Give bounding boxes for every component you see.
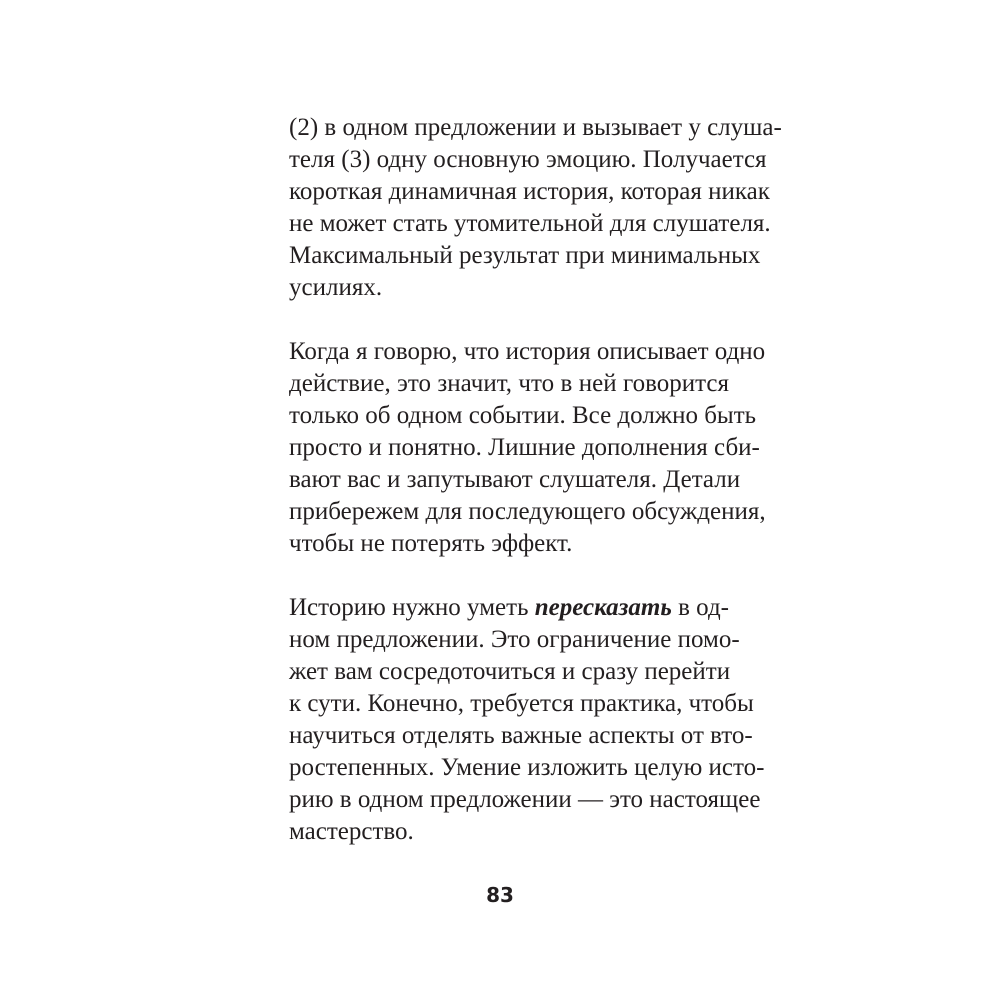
text-line: жет вам сосредоточиться и сразу перейти bbox=[289, 658, 731, 685]
text-line: научиться отделять важные аспекты от вто- bbox=[289, 722, 753, 749]
text-line: только об одном событии. Все должно быть bbox=[289, 402, 757, 429]
text-line: теля (3) одну основную эмоцию. Получается bbox=[289, 146, 767, 173]
text-run: в од- bbox=[671, 594, 729, 621]
text-line: короткая динамичная история, которая никак bbox=[289, 178, 770, 205]
text-line: мастерство. bbox=[289, 818, 414, 845]
paragraph-2 bbox=[289, 336, 766, 560]
text-line: Максимальный результат при минимальных bbox=[289, 242, 761, 269]
text-line: действие, это значит, что в ней говорится bbox=[289, 370, 729, 397]
text-line: не может стать утомительной для слушателя. bbox=[289, 210, 771, 237]
text-line: ростепенных. Умение изложить целую исто- bbox=[289, 754, 765, 781]
text-run: Историю нужно уметь bbox=[289, 594, 535, 621]
body-text bbox=[289, 112, 782, 848]
text-line: Когда я говорю, что история описывает одно bbox=[289, 338, 766, 365]
paragraph-3 bbox=[289, 592, 765, 848]
paragraph-gap bbox=[289, 560, 729, 592]
text-line: вают вас и запутывают слушателя. Детали bbox=[289, 466, 741, 493]
text-line: чтобы не потерять эффект. bbox=[289, 530, 573, 557]
paragraph-gap bbox=[289, 304, 729, 336]
text-line: прибережем для последующего обсуждения, bbox=[289, 498, 766, 525]
emphasized-word: пересказать bbox=[534, 594, 672, 621]
text-line-with-emphasis bbox=[289, 592, 729, 624]
page-number: 83 bbox=[486, 883, 514, 907]
text-line: просто и понятно. Лишние дополнения сби- bbox=[289, 434, 760, 461]
text-line: ном предложении. Это ограничение помо- bbox=[289, 626, 740, 653]
paragraph-1 bbox=[289, 112, 782, 304]
text-line: усилиях. bbox=[289, 274, 383, 301]
text-line: рию в одном предложении — это настоящее bbox=[289, 786, 761, 813]
text-line: к сути. Конечно, требуется практика, чтобы bbox=[289, 690, 754, 717]
text-line: (2) в одном предложении и вызывает у слуша- bbox=[289, 114, 782, 141]
